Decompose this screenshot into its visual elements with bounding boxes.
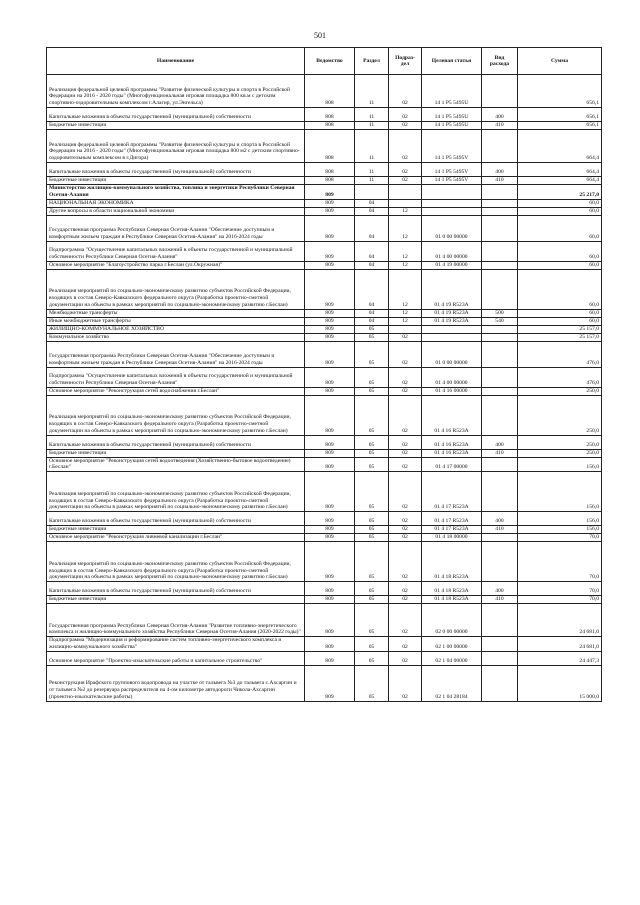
cell-sum: 656,1 [518,108,602,122]
cell-vr [482,604,518,637]
cell-sec: 11 [355,177,389,185]
cell-dept: 809 [305,472,355,512]
cell-dept: 808 [305,130,355,163]
cell-name: Бюджетные инвестиции [47,526,305,534]
cell-dept: 809 [305,325,355,333]
cell-sub: 02 [389,604,422,637]
cell-vr [482,261,518,269]
table-row [47,269,602,309]
cell-name: Основное мероприятие "Реконструкция сетей водоснабжения г.Беслан" [47,387,305,395]
cell-dept: 809 [305,309,355,317]
table-row [47,199,602,207]
cell-sub: 02 [389,387,422,395]
table-row [47,387,602,395]
cell-vr [482,367,518,387]
cell-dept: 809 [305,665,355,701]
cell-vr [482,472,518,512]
cell-sub: 02 [389,341,422,367]
cell-vr [482,130,518,163]
cell-vr [482,333,518,341]
cell-sum: 664,4 [518,177,602,185]
table-row [47,395,602,435]
table-row [47,75,602,108]
table-row [47,341,602,367]
cell-name: Бюджетные инвестиции [47,122,305,130]
cell-dept: 809 [305,582,355,596]
cell-tgt: 14 1 P5 5495U [422,75,482,108]
cell-dept: 809 [305,333,355,341]
cell-sec: 04 [355,215,389,241]
table-row [47,665,602,701]
cell-tgt: 01 4 00 00000 [422,367,482,387]
cell-dept: 809 [305,199,355,207]
cell-sub: 02 [389,333,422,341]
cell-sub: 12 [389,241,422,261]
cell-tgt: 01 0 00 00000 [422,341,482,367]
cell-dept: 808 [305,75,355,108]
cell-sub: 12 [389,261,422,269]
cell-sum: 476,0 [518,341,602,367]
cell-sum: 250,0 [518,435,602,449]
cell-vr [482,185,518,200]
cell-tgt: 01 4 18 R523A [422,596,482,604]
cell-tgt: 01 4 18 R523A [422,582,482,596]
cell-sec: 05 [355,596,389,604]
cell-sec: 11 [355,75,389,108]
table-row [47,317,602,325]
cell-sum: 656,1 [518,75,602,108]
cell-sec: 05 [355,651,389,665]
cell-sum: 60,0 [518,269,602,309]
cell-dept: 808 [305,122,355,130]
cell-sub: 02 [389,122,422,130]
table-row [47,241,602,261]
cell-sub: 02 [389,596,422,604]
cell-sum: 250,0 [518,395,602,435]
cell-sub: 02 [389,526,422,534]
cell-sub: 02 [389,582,422,596]
cell-sec: 11 [355,163,389,177]
cell-name: Государственная программа Республики Северная Осетия-Алания "Обеспечение доступным и комфортным жильем граждан в Республике Северная Осетия-Алания" на 2016-2024 годы [47,341,305,367]
cell-sec: 05 [355,341,389,367]
cell-sum: 70,0 [518,582,602,596]
cell-name: Подпрограмма "Осуществление капитальных вложений в объекты государственной и муниципальной собственности Республики Северная Осетия-Алания" [47,367,305,387]
cell-name: Другие вопросы в области национальной экономики [47,207,305,215]
cell-name: Министерство жилищно-коммунального хозяйства, топлива и энергетики Республики Северная Осетия-Алания [47,185,305,200]
cell-sub [389,185,422,200]
cell-sec: 05 [355,542,389,582]
cell-dept: 809 [305,637,355,652]
table-row [47,596,602,604]
cell-name: Подпрограмма "Осуществление капитальных вложений в объекты государственной и муниципальной собственности Республики Северная Осетия-Алания" [47,241,305,261]
cell-dept: 809 [305,395,355,435]
cell-name: Реализация мероприятий по социально-экономическому развитию субъектов Российской Федерации, входящих в состав Северо-Кавказского федерального округа (Разработка проектно-сметной документации на объекты в рамках мероприятий по социально-экономическому развитию г.Беслан) [47,269,305,309]
cell-tgt: 02 1 00 00000 [422,637,482,652]
cell-sub: 12 [389,207,422,215]
cell-name: Бюджетные инвестиции [47,177,305,185]
cell-sum: 60,0 [518,207,602,215]
cell-sum: 60,0 [518,309,602,317]
cell-sec: 05 [355,472,389,512]
cell-dept: 808 [305,163,355,177]
cell-sec: 05 [355,449,389,457]
cell-dept: 809 [305,596,355,604]
cell-sum: 250,0 [518,387,602,395]
cell-sum: 156,0 [518,526,602,534]
cell-vr [482,534,518,542]
cell-sec: 05 [355,582,389,596]
cell-sum: 70,0 [518,534,602,542]
cell-dept: 809 [305,269,355,309]
cell-name: Подпрограмма "Модернизация и реформирование систем топливно-энергетического комплекса и жилищно-коммунального хозяйства" [47,637,305,652]
cell-tgt: 14 1 P5 5495V [422,163,482,177]
cell-tgt: 14 1 P5 5495U [422,108,482,122]
cell-sec: 04 [355,317,389,325]
cell-vr: 400 [482,512,518,526]
cell-tgt: 02 1 04 28184 [422,665,482,701]
cell-sec: 04 [355,261,389,269]
table-row [47,261,602,269]
table-row [47,457,602,472]
cell-sub: 02 [389,75,422,108]
cell-sub: 02 [389,177,422,185]
table-row [47,534,602,542]
table-row [47,108,602,122]
cell-sum: 70,0 [518,596,602,604]
cell-tgt: 01 4 18 00000 [422,534,482,542]
cell-sub: 02 [389,130,422,163]
header-target: Целевая статья [422,48,482,75]
cell-tgt: 01 0 00 00000 [422,215,482,241]
cell-sum: 70,0 [518,542,602,582]
cell-sum: 25 157,0 [518,325,602,333]
cell-vr [482,542,518,582]
cell-sec: 11 [355,122,389,130]
cell-sec: 04 [355,241,389,261]
cell-dept: 808 [305,108,355,122]
cell-sum: 24 681,0 [518,637,602,652]
cell-tgt [422,207,482,215]
table-row [47,651,602,665]
cell-name: Иные межбюджетные трансферты [47,317,305,325]
cell-tgt: 01 4 19 R523A [422,269,482,309]
cell-vr [482,651,518,665]
cell-name: Капитальные вложения в объекты государственной (муниципальной) собственности [47,582,305,596]
page-number: 501 [314,31,326,40]
cell-sec: 05 [355,395,389,435]
cell-sec: 05 [355,534,389,542]
cell-sec [355,185,389,200]
cell-sub: 02 [389,637,422,652]
cell-name: Основное мероприятие "Реконструкция ливневой канализации г.Беслан" [47,534,305,542]
cell-name: Капитальные вложения в объекты государственной (муниципальной) собственности [47,435,305,449]
cell-tgt [422,325,482,333]
cell-name: ЖИЛИЩНО-КОММУНАЛЬНОЕ ХОЗЯЙСТВО [47,325,305,333]
cell-vr: 400 [482,108,518,122]
cell-sub: 02 [389,395,422,435]
cell-sum: 656,1 [518,122,602,130]
cell-vr [482,269,518,309]
cell-tgt: 14 1 P5 5495V [422,177,482,185]
cell-name: НАЦИОНАЛЬНАЯ ЭКОНОМИКА [47,199,305,207]
cell-tgt: 01 4 17 R523A [422,472,482,512]
cell-vr [482,341,518,367]
cell-dept: 809 [305,241,355,261]
cell-sub: 02 [389,534,422,542]
cell-dept: 809 [305,604,355,637]
cell-tgt: 01 4 19 R523A [422,317,482,325]
cell-name: Реализация мероприятий по социально-экономическому развитию субъектов Российской Федерации, входящих в состав Северо-Кавказского федерального округа (Разработка проектно-сметной документации на объекты в рамках мероприятий по социально-экономическому развитию г.Беслан) [47,472,305,512]
cell-name: Капитальные вложения в объекты государственной (муниципальной) собственности [47,163,305,177]
table-row [47,637,602,652]
cell-sub: 02 [389,435,422,449]
cell-vr: 500 [482,309,518,317]
budget-table [46,47,602,702]
cell-dept: 809 [305,207,355,215]
cell-sub: 12 [389,269,422,309]
header-exp-type: Вид расхода [482,48,518,75]
table-row [47,122,602,130]
table-row [47,512,602,526]
cell-dept: 808 [305,177,355,185]
cell-sum: 60,0 [518,241,602,261]
cell-tgt: 14 1 P5 5495U [422,122,482,130]
cell-sum: 25 217,0 [518,185,602,200]
cell-name: Основное мероприятие "Проектно-изыскательские работы и капитальное строительство" [47,651,305,665]
cell-sum: 24 447,3 [518,651,602,665]
cell-vr: 410 [482,526,518,534]
cell-sum: 476,0 [518,367,602,387]
cell-sub: 02 [389,108,422,122]
header-sum: Сумма [518,48,602,75]
table-row [47,177,602,185]
cell-vr [482,199,518,207]
cell-sec: 05 [355,387,389,395]
table-row [47,472,602,512]
cell-sum: 664,4 [518,163,602,177]
cell-sum: 156,0 [518,472,602,512]
cell-vr [482,207,518,215]
cell-name: Капитальные вложения в объекты государственной (муниципальной) собственности [47,512,305,526]
cell-sub: 12 [389,309,422,317]
cell-sec: 05 [355,457,389,472]
cell-name: Государственная программа Республики Северная Осетия-Алания "Обеспечение доступным и комфортным жильем граждан в Республике Северная Осетия-Алания" на 2016-2024 годы [47,215,305,241]
cell-tgt: 01 4 00 00000 [422,241,482,261]
header-name: Наименование [47,48,305,75]
table-row [47,526,602,534]
table-row [47,604,602,637]
cell-name: Межбюджетные трансферты [47,309,305,317]
header-section: Раздел [355,48,389,75]
cell-sec: 05 [355,512,389,526]
cell-vr: 400 [482,435,518,449]
cell-tgt: 01 4 16 R523A [422,449,482,457]
cell-sub: 02 [389,163,422,177]
cell-sec: 05 [355,367,389,387]
table-row [47,449,602,457]
cell-sec: 04 [355,269,389,309]
cell-name: Бюджетные инвестиции [47,596,305,604]
cell-vr [482,325,518,333]
cell-sum: 156,0 [518,512,602,526]
cell-sec: 04 [355,309,389,317]
cell-name: Реализация федеральной целевой программы "Развитие физической культуры и спорта в Российской Федерации на 2016 - 2020 годы" (Многофункциональная игровая площадка 800 кв.м с детским спортивно-оздоровительным комплексом г.Алагир, ул.Энгельса) [47,75,305,108]
cell-sub: 12 [389,215,422,241]
cell-tgt: 01 4 16 R523A [422,395,482,435]
cell-name: Бюджетные инвестиции [47,449,305,457]
table-row [47,215,602,241]
cell-sec: 05 [355,604,389,637]
cell-vr [482,637,518,652]
cell-sub: 02 [389,472,422,512]
table-row [47,367,602,387]
cell-sub: 02 [389,367,422,387]
cell-tgt [422,199,482,207]
cell-name: Коммунальное хозяйство [47,333,305,341]
cell-dept: 809 [305,449,355,457]
cell-name: Капитальные вложения в объекты государственной (муниципальной) собственности [47,108,305,122]
cell-sum: 664,4 [518,130,602,163]
cell-tgt: 14 1 P5 5495V [422,130,482,163]
cell-vr: 410 [482,177,518,185]
cell-tgt: 02 1 04 00000 [422,651,482,665]
cell-vr [482,665,518,701]
cell-tgt: 01 4 17 00000 [422,457,482,472]
cell-vr [482,75,518,108]
cell-name: Реализация мероприятий по социально-экономическому развитию субъектов Российской Федерации, входящих в состав Северо-Кавказского федерального округа (Разработка проектно-сметной документации на объекты в рамках мероприятий по социально-экономическому развитию г.Беслан) [47,542,305,582]
cell-sum: 60,0 [518,215,602,241]
cell-tgt: 01 4 17 R523A [422,526,482,534]
cell-vr [482,241,518,261]
cell-sec: 11 [355,130,389,163]
cell-tgt: 02 0 00 00000 [422,604,482,637]
table-row [47,542,602,582]
cell-sum: 250,0 [518,449,602,457]
cell-sub: 02 [389,665,422,701]
table-row [47,185,602,200]
cell-vr: 400 [482,163,518,177]
cell-tgt: 01 4 17 R523A [422,512,482,526]
cell-sec: 05 [355,526,389,534]
table-row [47,435,602,449]
table-row [47,582,602,596]
cell-name: Основное мероприятие "Благоустройство парка г.Беслан (ул.Окружная)" [47,261,305,269]
cell-dept: 809 [305,387,355,395]
cell-dept: 809 [305,526,355,534]
cell-dept: 809 [305,542,355,582]
cell-dept: 809 [305,651,355,665]
cell-vr: 410 [482,449,518,457]
cell-dept: 809 [305,512,355,526]
cell-sub: 02 [389,512,422,526]
cell-name: Основное мероприятие "Реконструкция сетей водоотведения (Хозяйственно-бытовое водоотведение) г.Беслан" [47,457,305,472]
cell-dept: 809 [305,185,355,200]
cell-dept: 809 [305,367,355,387]
cell-sub: 02 [389,449,422,457]
cell-vr: 410 [482,596,518,604]
cell-dept: 809 [305,261,355,269]
cell-sum: 60,0 [518,199,602,207]
cell-sub: 02 [389,542,422,582]
table-header-row [47,48,602,75]
cell-sub: 12 [389,317,422,325]
header-dept: Ведомство [305,48,355,75]
table-row [47,207,602,215]
cell-vr: 410 [482,122,518,130]
cell-dept: 809 [305,317,355,325]
cell-sum: 60,0 [518,317,602,325]
table-row [47,130,602,163]
cell-sub: 02 [389,651,422,665]
cell-sum: 15 000,0 [518,665,602,701]
cell-name: Реализация федеральной целевой программы "Развитие физической культуры и спорта в Российской Федерации на 2016 - 2020 годы" (Многофункциональная игровая площадка 800 м2 с детским спортивно-оздоровительным комплексом в г.Дигора) [47,130,305,163]
table-body [47,75,602,702]
cell-name: Государственная программа Республики Северная Осетия-Алания "Развитие топливно-энергетического комплекса и жилищно-коммунального хозяйства Республики Северная Осетия-Алания (2020-2022 годы)" [47,604,305,637]
cell-tgt: 01 4 19 00000 [422,261,482,269]
cell-sec: 04 [355,207,389,215]
cell-sec: 05 [355,637,389,652]
cell-sec: 11 [355,108,389,122]
cell-sec: 05 [355,665,389,701]
table-row [47,163,602,177]
cell-sec: 05 [355,435,389,449]
cell-sec: 04 [355,199,389,207]
cell-sum: 60,0 [518,261,602,269]
cell-dept: 809 [305,341,355,367]
table-row [47,333,602,341]
header-subsection: Подраз- дел [389,48,422,75]
cell-tgt [422,333,482,341]
cell-sum: 156,0 [518,457,602,472]
cell-vr [482,215,518,241]
cell-tgt: 01 4 16 R523A [422,435,482,449]
cell-tgt: 01 4 16 00000 [422,387,482,395]
cell-sec: 05 [355,333,389,341]
cell-dept: 809 [305,534,355,542]
cell-vr [482,395,518,435]
cell-tgt: 01 4 19 R523A [422,309,482,317]
cell-sub: 02 [389,457,422,472]
cell-tgt: 01 4 18 R523A [422,542,482,582]
cell-vr: 400 [482,582,518,596]
cell-vr: 540 [482,317,518,325]
table-row [47,325,602,333]
cell-sum: 25 157,0 [518,333,602,341]
cell-dept: 809 [305,435,355,449]
cell-dept: 809 [305,457,355,472]
cell-name: Реализация мероприятий по социально-экономическому развитию субъектов Российской Федерации, входящих в состав Северо-Кавказского федерального округа (Разработка проектно-сметной документации на объекты в рамках мероприятий по социально-экономическому развитию г.Беслан) [47,395,305,435]
cell-vr [482,387,518,395]
cell-tgt [422,185,482,200]
table-row [47,309,602,317]
cell-sub [389,199,422,207]
cell-vr [482,457,518,472]
cell-dept: 809 [305,215,355,241]
cell-sub [389,325,422,333]
cell-sum: 24 681,0 [518,604,602,637]
cell-name: Реконструкция Ирафского группового водопровода на участке от тальвега №3 до тальвега с.Ахсаргин и от тальвега №2 до резервуара распределителя на 4-ом километре автодороги Чикола-Ахсаргин (проектно-изыскательские работы) [47,665,305,701]
cell-sec: 05 [355,325,389,333]
